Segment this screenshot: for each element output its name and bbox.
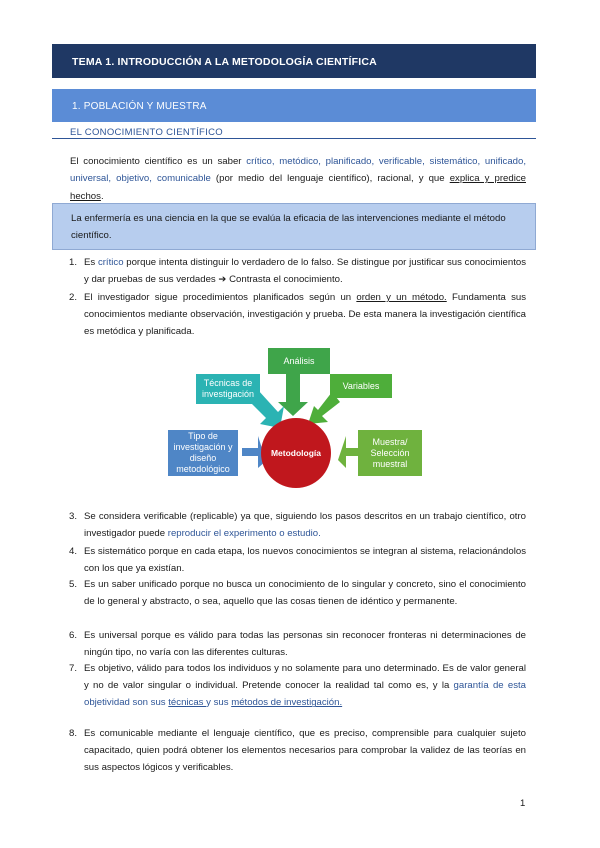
item-text: El investigador sigue procedimientos planificados según un	[84, 292, 357, 303]
list-number: 2.	[69, 292, 78, 303]
section-banner	[52, 89, 536, 122]
item-highlight: crítico	[97, 257, 124, 268]
item-text: Es comunicable mediante el lenguaje científico, que es preciso, comprensible para cualquier sujeto capacitado, quien podrá obtener los elementos necesarios para comprobar la validez de las teorías en sus aspectos lógicos y verificables.	[84, 728, 526, 774]
node-center-label: Metodología	[270, 447, 322, 458]
link-metodos[interactable]: métodos de investigación.	[231, 697, 343, 709]
list-item	[69, 725, 526, 777]
list-item	[69, 627, 526, 661]
node-right-label: Variables	[342, 380, 380, 391]
node-top	[268, 348, 330, 374]
callout-text: La enfermería es una ciencia en la que se evalúa la eficacia de las intervenciones mediante el método científico.	[71, 213, 506, 241]
node-bottom-right	[358, 430, 422, 476]
item-text: Es sistemático porque en cada etapa, los nuevos conocimientos se integran al sistema, relacionándolos con los que ya existían.	[84, 546, 526, 575]
node-center	[261, 446, 331, 460]
item-text: Es universal porque es válido para todas las personas sin reconocer fronteras ni determinaciones de ningún tipo, no varía con las diferentes culturas.	[84, 630, 526, 659]
node-bottom-right-label: Muestra/ Selección muestral	[370, 436, 410, 469]
intro-adjectives: crítico, metódico, planificado, verificable, sistemático, unificado, universal, objetivo, comunicable	[70, 156, 527, 185]
item-highlight: y sus	[206, 697, 232, 709]
item-highlight: garantía de esta objetividad son sus	[84, 680, 526, 709]
page-number: 1	[520, 798, 526, 809]
item-text: Es	[84, 257, 98, 268]
item-text: porque intenta distinguir lo verdadero de lo falso. Se distingue por justificar sus conocimientos y dar pruebas de sus verdades ➔ Contrasta el conocimiento.	[84, 257, 526, 286]
item-text: Es un saber unificado porque no busca un conocimiento de lo singular y concreto, sino el conocimiento de lo general y abstracto, o sea, aquello que las cosas tienen de idéntico y permanente.	[84, 579, 526, 608]
intro-link[interactable]: explica y predice hechos	[70, 173, 526, 202]
section-title: 1. POBLACIÓN Y MUESTRA	[72, 101, 207, 112]
intro-paragraph	[70, 153, 526, 205]
item-highlight: reproducir el experimento o estudio.	[167, 528, 321, 540]
list-number: 5.	[69, 579, 78, 590]
list-item	[69, 660, 526, 712]
node-left	[168, 430, 238, 476]
chapter-banner	[52, 44, 536, 78]
item-text: Es objetivo, válido para todos los individuos y no solamente para uno determinado. Es de valor general y no de valor singular o individual. Pretende conocer la realidad tal como es, y la	[84, 663, 526, 692]
list-item	[69, 576, 526, 610]
intro-text-1: El conocimiento científico es un saber	[70, 156, 247, 167]
methodology-diagram	[168, 344, 428, 494]
node-top-left-label: Técnicas de investigación	[201, 378, 255, 399]
node-left-label: Tipo de investigación y diseño metodológico	[173, 431, 233, 474]
callout-box	[52, 203, 536, 250]
list-item	[69, 289, 526, 341]
list-number: 7.	[69, 663, 78, 674]
list-number: 6.	[69, 630, 78, 641]
item-text: Se considera verificable (replicable) ya que, siguiendo los pasos descritos en un trabajo científico, otro investigador puede	[84, 511, 526, 540]
list-number: 4.	[69, 546, 78, 557]
subheading-rule	[52, 138, 536, 139]
list-number: 8.	[69, 728, 78, 739]
item-underline: orden y un método.	[356, 292, 447, 303]
node-top-label: Análisis	[283, 355, 315, 366]
item-text: Fundamenta sus conocimientos mediante observación, investigación y prueba. De esta manera la investigación científica es metódica y planificada.	[84, 292, 526, 338]
chapter-title: TEMA 1. INTRODUCCIÓN A LA METODOLOGÍA CIENTÍFICA	[72, 56, 377, 68]
list-item	[69, 254, 526, 288]
link-tecnicas[interactable]: técnicas	[168, 697, 207, 709]
intro-text-2: (por medio del lenguaje científico), racional, y que	[210, 173, 450, 185]
list-number: 3.	[69, 511, 78, 522]
list-item	[69, 543, 526, 577]
list-item	[69, 508, 526, 542]
subheading: EL CONOCIMIENTO CIENTÍFICO	[70, 127, 223, 138]
intro-text-3: .	[100, 190, 104, 202]
list-number: 1.	[69, 257, 78, 268]
node-right	[330, 374, 392, 398]
node-top-left	[196, 374, 260, 404]
